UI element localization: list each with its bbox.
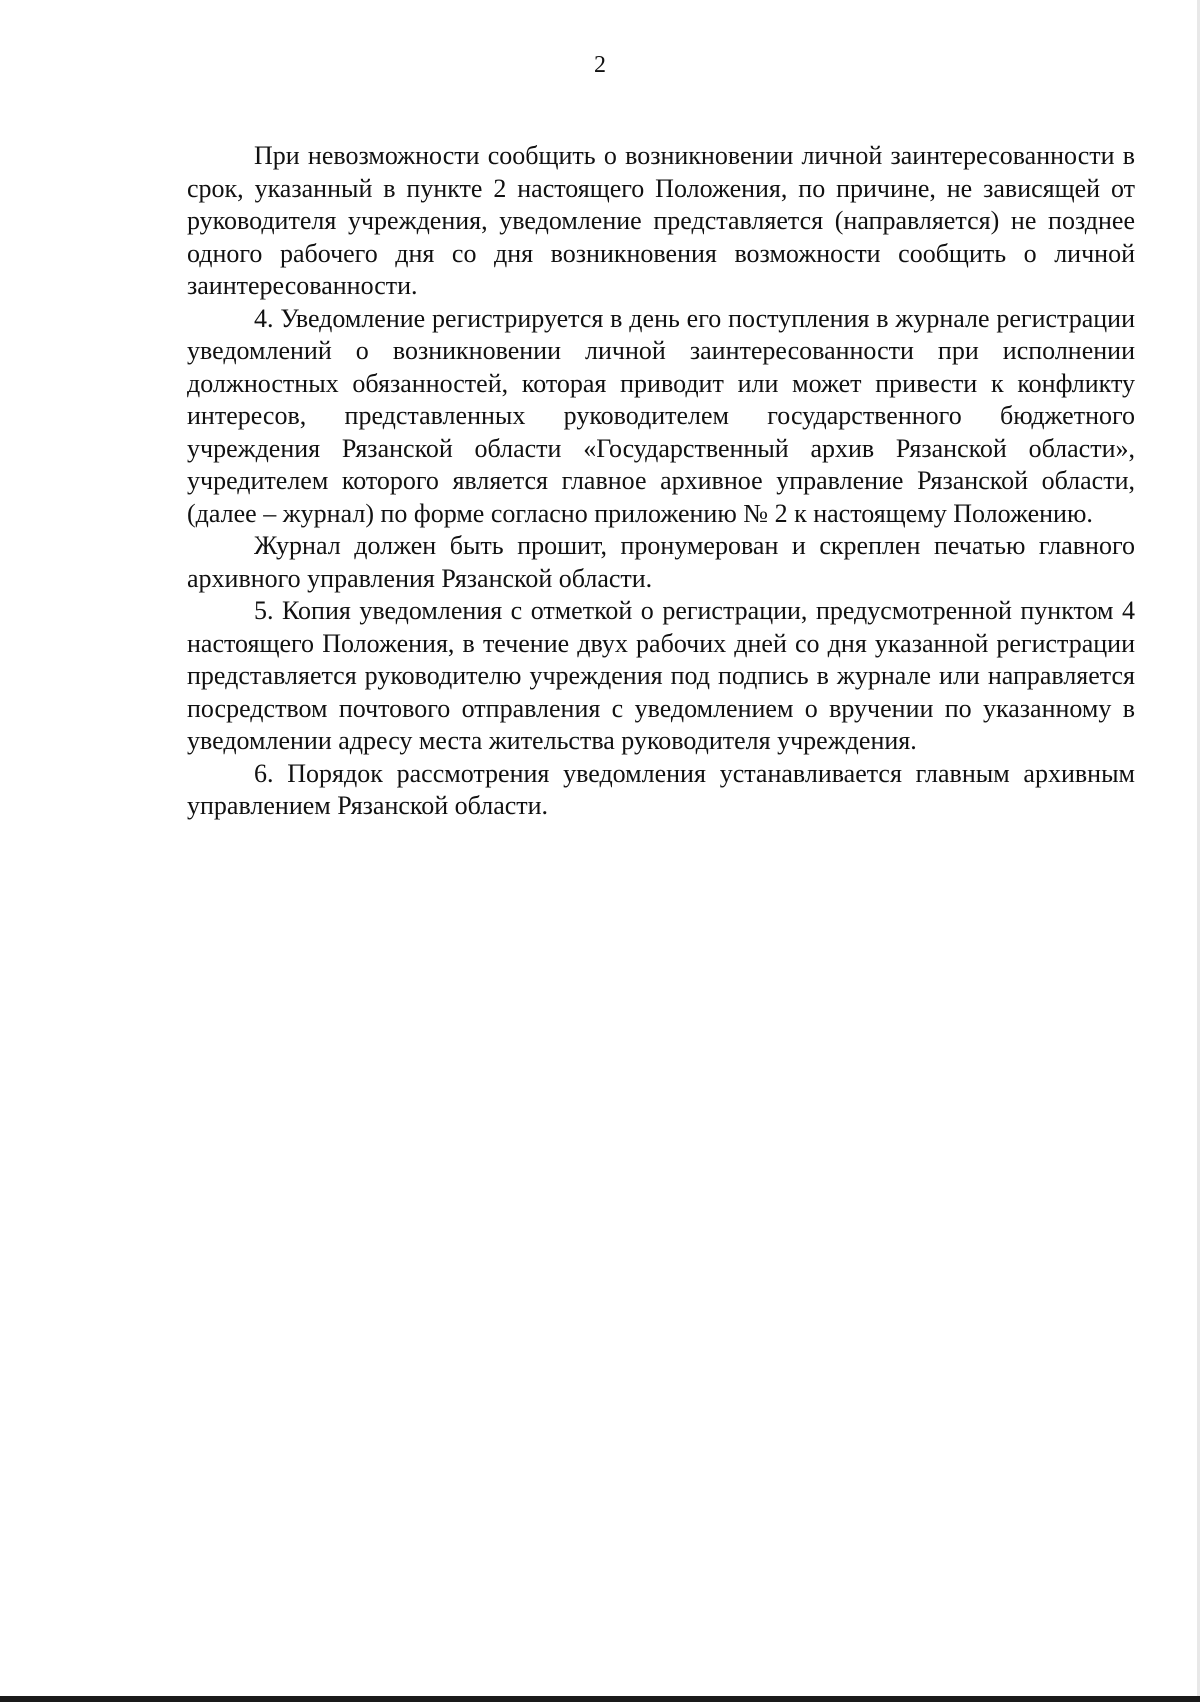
paragraph-notification-deadline: При невозможности сообщить о возникновении личной заинтересованности в срок, указанный в пункте 2 настоящего Положения, по причине, не зависящей от руководителя учреждения, уведомление представляется (направляется) не позднее одного рабочего дня со дня возникновения возможности сообщить о личной заинтересованности.	[187, 141, 1135, 300]
page-number: 2	[594, 52, 606, 78]
paragraph-item-6-procedure: 6. Порядок рассмотрения уведомления устанавливается главным архивным управлением Рязанской области.	[187, 758, 1135, 820]
document-body	[187, 140, 1135, 823]
paragraph-journal-requirements: Журнал должен быть прошит, пронумерован и скреплен печатью главного архивного управления Рязанской области.	[187, 531, 1135, 593]
scan-edge-bottom	[0, 1696, 1200, 1702]
paragraph-item-5-copy: 5. Копия уведомления с отметкой о регистрации, предусмотренной пунктом 4 настоящего Положения, в течение двух рабочих дней со дня указанной регистрации представляется руководителю учреждения под подпись в журнале или направляется посредством почтового отправления с уведомлением о вручении по указанному в уведомлении адресу места жительства руководителя учреждения.	[187, 596, 1135, 755]
paragraph-item-4-registration: 4. Уведомление регистрируется в день его поступления в журнале регистрации уведомлений о возникновении личной заинтересованности при исполнении должностных обязанностей, которая приводит или может привести к конфликту интересов, представленных руководителем государственного бюджетного учреждения Рязанской области «Государственный архив Рязанской области», учредителем которого является главное архивное управление Рязанской области, (далее – журнал) по форме согласно приложению № 2 к настоящему Положению.	[187, 303, 1135, 528]
